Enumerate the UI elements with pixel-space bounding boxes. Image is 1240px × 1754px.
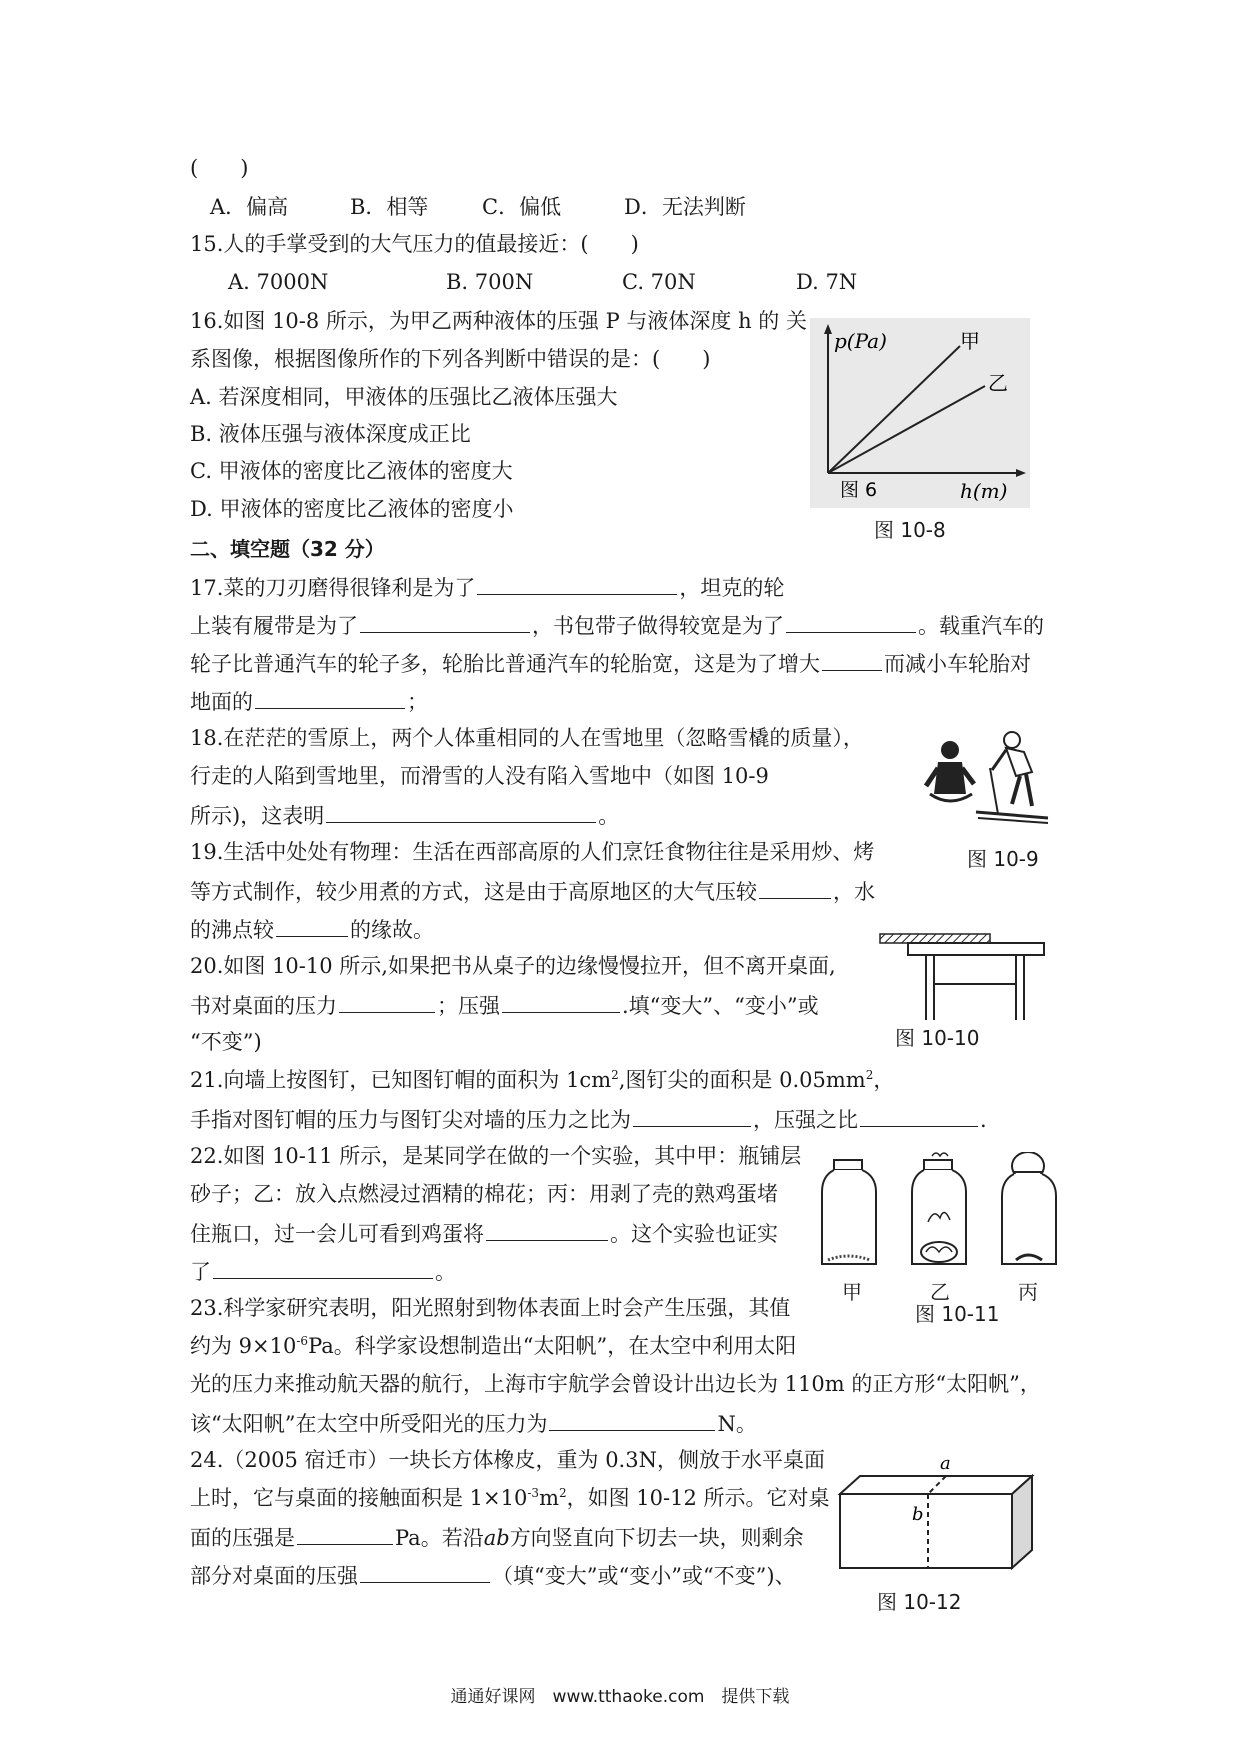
q23-line1: 23.科学家研究表明，阳光照射到物体表面上时会产生压强，其值 (190, 1296, 791, 1320)
q23-text: N。 (717, 1412, 757, 1436)
q24-blank-2[interactable] (360, 1560, 490, 1583)
q16-line1: 16.如图 10-8 所示，为甲乙两种液体的压强 P 与液体深度 h 的 关 (190, 309, 807, 333)
q19-text: 等方式制作，较少用煮的方式，这是由于高原地区的大气压较 (190, 880, 757, 904)
q23-text: 该“太阳帆”在太空中所受阳光的压力为 (190, 1412, 548, 1436)
q17-blank-2[interactable] (360, 610, 530, 633)
q20-blank-2[interactable] (502, 990, 620, 1013)
q21-text: ，压强之比 (753, 1108, 858, 1132)
q24-text: m (539, 1486, 559, 1510)
q16-option-a: A. 若深度相同，甲液体的压强比乙液体压强大 (190, 385, 618, 409)
q16-option-d: D. 甲液体的密度比乙液体的密度小 (190, 497, 514, 521)
q24-text: 部分对桌面的压强 (190, 1564, 358, 1588)
q18-blank[interactable] (326, 800, 596, 823)
q21-text: . (980, 1108, 987, 1132)
book (880, 934, 990, 943)
eraser-block-sketch (836, 1454, 1036, 1574)
line-jia-label: 甲 (960, 329, 980, 353)
q17-text: 。载重汽车的 (918, 614, 1044, 638)
q14-option-a: A．偏高 (210, 195, 289, 219)
q17-text: ，坦克的轮 (679, 576, 785, 600)
inner-caption: 图 6 (840, 479, 878, 501)
line-jia (828, 346, 960, 473)
q19-line3 (190, 914, 434, 944)
q20-text: ；压强 (437, 994, 500, 1018)
q17-blank-4[interactable] (822, 648, 882, 671)
line-yi (828, 386, 985, 473)
q15-option-c: C. 70N (622, 270, 696, 294)
q24-line3 (190, 1522, 804, 1552)
q17-blank-1[interactable] (477, 572, 677, 595)
q24-line1: 24.（2005 宿迁市）一块长方体橡皮，重为 0.3N，侧放于水平桌面 (190, 1448, 825, 1472)
page-footer: 通通好课网 www.tthaoke.com 提供下载 (450, 1687, 790, 1707)
figure-10-9 (920, 728, 1050, 824)
q22-line2: 砂子；乙：放入点燃浸过酒精的棉花；丙：用剥了壳的熟鸡蛋堵 (190, 1182, 778, 1206)
q17-text: 地面的 (190, 690, 253, 714)
q16-option-b: B. 液体压强与液体深度成正比 (190, 422, 471, 446)
q22-blank-1[interactable] (486, 1218, 608, 1241)
q19-text: 的缘故。 (350, 918, 434, 942)
q19-blank-2[interactable] (276, 914, 348, 937)
q15-stem: 15.人的手掌受到的大气压力的值最接近：( ) (190, 232, 639, 256)
q24-ab: ab (483, 1526, 510, 1550)
q21-line1 (190, 1066, 894, 1094)
q23-text: 约为 9×10 (190, 1334, 297, 1358)
q17-text: 轮子比普通汽车的轮子多，轮胎比普通汽车的轮胎宽，这是为了增大 (190, 652, 820, 676)
superscript: 2 (558, 1486, 567, 1500)
q24-text: 面的压强是 (190, 1526, 295, 1550)
q21-blank-1[interactable] (633, 1104, 751, 1127)
q24-text: 上时，它与桌面的接触面积是 1×10 (190, 1486, 528, 1510)
q17-text: 上装有履带是为了 (190, 614, 358, 638)
q21-text: ， (873, 1068, 895, 1092)
q23-line2 (190, 1332, 796, 1360)
line-yi-label: 乙 (988, 371, 1008, 395)
q20-text: 书对桌面的压力 (190, 994, 337, 1018)
label-b: b (912, 1504, 924, 1525)
q24-line4 (190, 1560, 796, 1590)
figure-10-9-caption: 图 10-9 (967, 847, 1039, 871)
figure-10-8-caption: 图 10-8 (874, 518, 946, 542)
q19-text: ，水 (833, 880, 875, 904)
figure-10-10 (878, 932, 1046, 1022)
figure-10-8 (810, 318, 1030, 508)
book-on-table-sketch (878, 932, 1046, 1022)
q21-text: 手指对图钉帽的压力与图钉尖对墙的压力之比为 (190, 1108, 631, 1132)
q18-text: 。 (598, 804, 620, 828)
table-top (908, 943, 1044, 955)
superscript: -6 (296, 1334, 309, 1348)
walker-skier-sketch (920, 728, 1050, 824)
pressure-depth-graph (810, 318, 1030, 508)
label-a: a (940, 1454, 951, 1474)
q22-text: 住瓶口，过一会儿可看到鸡蛋将 (190, 1222, 484, 1246)
q18-line1: 18.在茫茫的雪原上，两个人体重相同的人在雪地里（忽略雪橇的质量）， (190, 726, 864, 750)
q22-blank-2[interactable] (213, 1256, 433, 1279)
q19-text: 的沸点较 (190, 918, 274, 942)
q20-blank-1[interactable] (339, 990, 435, 1013)
q16-line2: 系图像，根据图像所作的下列各判断中错误的是：( ) (190, 347, 711, 371)
q23-text: Pa。科学家设想制造出“太阳帆”，在太空中利用太阳 (308, 1334, 797, 1358)
q17-line3 (190, 648, 1031, 678)
superscript: -3 (527, 1486, 540, 1500)
q17-line4 (190, 686, 428, 716)
q24-text: 方向竖直向下切去一块，则剩余 (509, 1526, 804, 1550)
q14-option-b: B．相等 (350, 195, 429, 219)
q24-text: Pa。若沿 (395, 1526, 484, 1550)
x-axis-arrow (1016, 469, 1026, 477)
section-title: 二、填空题（32 分） (190, 537, 385, 561)
bottle-yi (912, 1153, 966, 1264)
q15-option-a: A. 7000N (228, 270, 329, 294)
q23-line4 (190, 1408, 757, 1438)
q17-text: ，书包带子做得较宽是为了 (532, 614, 784, 638)
figure-10-11-caption: 图 10-11 (915, 1302, 1000, 1326)
bottle-label-jia: 甲 (842, 1280, 862, 1304)
q24-text: （填“变大”或“变小”或“不变”)、 (492, 1564, 796, 1588)
q20-line1: 20.如图 10-10 所示,如果把书从桌子的边缘慢慢拉开，但不离开桌面, (190, 954, 836, 978)
figure-10-12-caption: 图 10-12 (877, 1590, 962, 1614)
q15-option-b: B. 700N (446, 270, 534, 294)
q23-line3: 光的压力来推动航天器的航行，上海市宇航学会曾设计出边长为 110m 的正方形“太阳帆”， (190, 1372, 1041, 1396)
q18-line2: 行走的人陷到雪地里，而滑雪的人没有陷入雪地中（如图 10-9 (190, 764, 769, 788)
q21-line2 (190, 1104, 987, 1134)
q19-line2 (190, 876, 875, 906)
q21-text: ,图钉尖的面积是 0.05mm (618, 1068, 866, 1092)
q20-line2 (190, 990, 819, 1020)
q17-text: 而减小车轮胎对 (884, 652, 1031, 676)
q22-line3 (190, 1218, 778, 1248)
q17-text: 17.菜的刀刃磨得很锋利是为了 (190, 576, 476, 600)
q22-text: 了 (190, 1260, 211, 1284)
q21-blank-2[interactable] (860, 1104, 978, 1127)
q17-line2 (190, 610, 1044, 640)
q22-text: 。 (435, 1260, 456, 1284)
q24-line2 (190, 1484, 830, 1512)
q24-blank-1[interactable] (297, 1522, 393, 1545)
q14-paren: ( ) (190, 156, 249, 180)
superscript: 2 (611, 1068, 619, 1082)
bottle-label-bing: 丙 (1018, 1280, 1038, 1304)
q19-blank-1[interactable] (759, 876, 831, 899)
q20-text: .填“变大”、“变小”或 (622, 994, 819, 1018)
x-axis-label: h(m) (960, 479, 1008, 503)
q14-option-d: D．无法判断 (624, 195, 746, 219)
y-axis-arrow (824, 324, 832, 334)
bottle-jia (822, 1160, 876, 1264)
q23-blank[interactable] (549, 1408, 715, 1431)
q19-line1: 19.生活中处处有物理：生活在西部高原的人们烹饪食物往往是采用炒、烤 (190, 840, 875, 864)
bottle-bing (1002, 1152, 1056, 1264)
y-axis-label: p(Pa) (834, 329, 887, 353)
q17-line1 (190, 572, 784, 602)
q17-blank-5[interactable] (255, 686, 405, 709)
q16-option-c: C. 甲液体的密度比乙液体的密度大 (190, 459, 513, 483)
q17-blank-3[interactable] (786, 610, 916, 633)
q20-line3: “不变”) (190, 1030, 262, 1054)
figure-10-10-caption: 图 10-10 (895, 1026, 980, 1050)
q17-text: ； (407, 690, 428, 714)
q22-line4 (190, 1256, 456, 1286)
q24-text: ，如图 10-12 所示。它对桌 (566, 1486, 830, 1510)
q21-text: 21.向墙上按图钉，已知图钉帽的面积为 1cm (190, 1068, 612, 1092)
figure-10-11 (820, 1152, 1060, 1272)
q22-line1: 22.如图 10-11 所示，是某同学在做的一个实验，其中甲：瓶铺层 (190, 1144, 802, 1168)
q22-text: 。这个实验也证实 (610, 1222, 778, 1246)
figure-10-12 (836, 1454, 1036, 1574)
q18-text: 所示)，这表明 (190, 804, 325, 828)
bottle-label-yi: 乙 (930, 1280, 950, 1304)
superscript: 2 (865, 1068, 874, 1082)
q14-option-c: C．偏低 (482, 195, 562, 219)
q18-line3 (190, 800, 619, 830)
q15-option-d: D. 7N (796, 270, 858, 294)
three-bottles-sketch (820, 1152, 1060, 1272)
